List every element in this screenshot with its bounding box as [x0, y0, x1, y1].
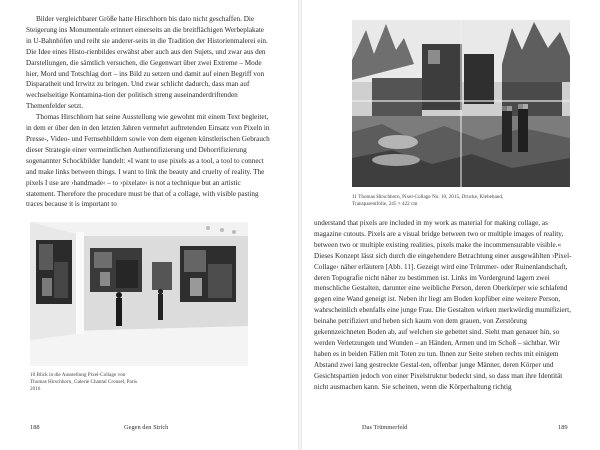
left-paragraph-2: Thomas Hirschhorn hat seine Ausstellung wie gewohnt mit einem Text begleitet, in dem er über den in den letzten Jahren vermehrt auftretenden Einsatz von Pixeln in Presse-, Video- und Fernsehbildern sowie von dem eigenen künstlerischen Gebrauch dieser Strategie einer vermeintlichen Authentifizierung und Dehorrifizierung sogenannter Schockbilder handelt: »I want to use pixels as a tool, a tool to connect and make links between things. I want to link the beauty and cruelty of reality. The pixels I use are ›handmade‹ – to ›pixelate‹ is not a technique but an artistic statement. Therefore the procedure must be that of a collage, with visible pasting traces because it is important to	[26, 113, 270, 209]
left-paragraph-1: Bilder vergleichbarer Größe hatte Hirschhorn bis dato nicht geschaffen. Die Steigerung ins Monumentale erinnert einerseits an die breitflächigen Werbeplakate in U-Bahnhöfen und reiht sie anderer-seits in die Tradition der Historienmalerei ein. Die Idee eines Histo-rienbildes erwähst aber auch aus den Sujets, und zwar aus den Darstellungen, die sämtlich versuchen, die Gegenwart über zwei Extreme – Mode hier, Mord und Totschlag dort – ins Bild zu setzen und damit auf einen Begriff von Disparatheit und Irrwitz zu bringen. Und zwar schlicht dadurch, dass man auf wechselseitige Kontamina-tion der politisch streng auseinanderdriftenden Themenfelder setzt.	[26, 15, 268, 111]
right-figure-caption: 11 Thomas Hirschhorn, Pixel-Collage No. 10, 2015, Drucke, Klebeband, Transparentfolie, 245 × 422 cm	[352, 194, 504, 207]
right-running-head: Das Trümmerfeld	[362, 424, 408, 431]
right-page-number: 189	[558, 424, 568, 431]
left-figure-caption: 10 Blick in die Ausstellung Pixel-Collage von Thomas Hirschhorn, Galerie Chantal Crousel, Paris 2016	[30, 372, 138, 392]
left-page	[0, 0, 298, 450]
right-page	[302, 0, 600, 450]
exhibition-photo	[30, 222, 248, 366]
left-running-head: Gegen den Strich	[124, 424, 169, 431]
collage-photo	[352, 20, 570, 187]
right-body-text	[314, 218, 576, 393]
left-page-number: 188	[30, 424, 40, 431]
left-body-text	[26, 14, 270, 210]
right-paragraph: understand that pixels are included in my work as material for making collage, as magazine cutouts. Pixels are a visual bridge between two or multiple images of reality, between two or multiple existing realities, pixels make the incommensurable visible.« Dieses Konzept lässt sich durch die eingehendere Betrachtung einer ausgewählten ›Pixel-Collage‹ näher erläutern [Abb. 11]. Gezeigt wird eine Trümmer- oder Ruinenlandschaft, deren Topografie nicht näher zu bestimmen ist. Links im Vordergrund lagern zwei menschliche Gestalten, darunter eine weibliche Person, deren Oberkörper wie schlafend gegen eine Wand geneigt ist. Neben ihr liegt am Boden kopfüber eine weitere Person, wahrscheinlich ebenfalls eine junge Frau. Die Gestalten wirken merkwürdig mumifiziert, beinahe petrifiziert und heben sich kaum von dem grauen, von Zerstörung gekennzeichneten Boden ab, auf welchen sie gebettet sind. Sieht man genauer hin, so werden Verletzungen und Wunden – an Händen, Armen und im Schoß – sichtbar. Wir haben es in beiden Fällen mit Toten zu tun. Ihnen zur Seite stehen rechts mit einigem Abstand zwei lang gestreckte Gestal-ten, offenbar junge Männer, deren Körper und Gesichtspartien jedoch von einer Pixelstruktur bedeckt sind, so dass man ihre Identität nicht ausmachen kann. Sie scheinen, wenn die Körperhaltung richtig	[314, 219, 572, 391]
